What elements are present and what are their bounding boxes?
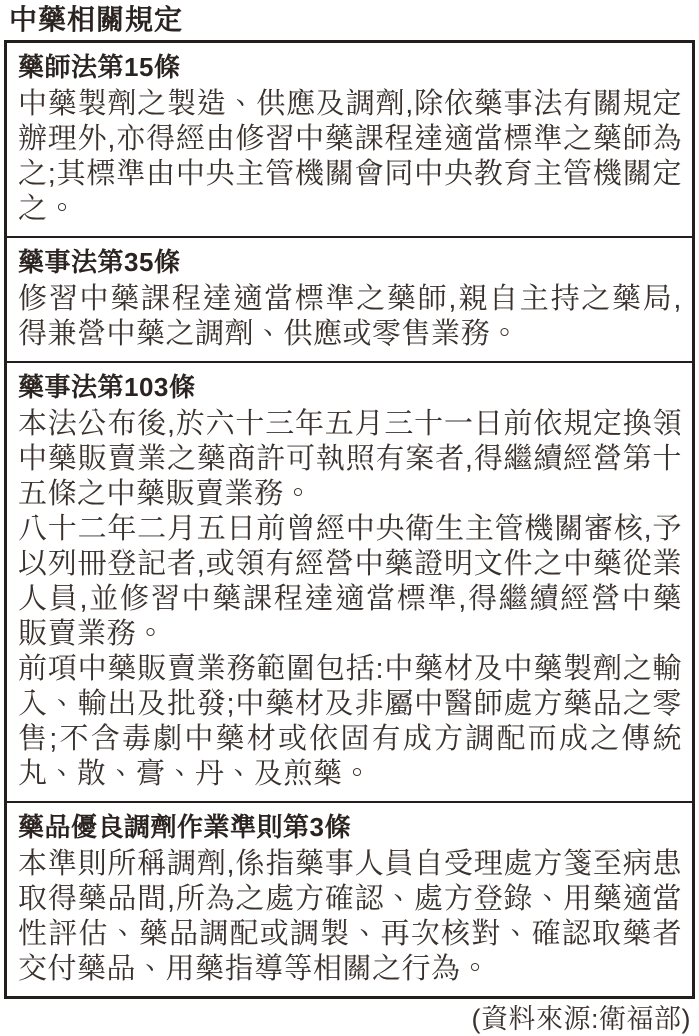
- section-pharmaceutical-affairs-act-35: [7, 236, 692, 361]
- section-paragraph: 八十二年二月五日前曾經中央衛生主管機關審核,予以列冊登記者,或領有經營中藥證明文件之中藥從業人員,並修習中藥課程達適當標準,得繼續經營中藥販賣業務。: [18, 513, 682, 650]
- section-heading: 藥事法第35條: [18, 247, 181, 277]
- section-heading: 藥品優良調劑作業準則第3條: [18, 812, 351, 842]
- section-heading: 藥事法第103條: [18, 372, 196, 402]
- section-paragraph: 前項中藥販賣業務範圍包括:中藥材及中藥製劑之輸入、輸出及批發;中藥材及非屬中醫師處方藥品之零售;不含毒劇中藥材或依固有成方調配而成之傳統丸、散、膏、丹、及煎藥。: [18, 653, 682, 790]
- section-pharmacist-act-15: [7, 43, 692, 236]
- section-paragraph: 中藥製劑之製造、供應及調劑,除依藥事法有關規定辦理外,亦得經由修習中藥課程達適當標準之藥師為之;其標準由中央主管機關會同中央教育主管機關定之。: [18, 88, 682, 225]
- page-title: 中藥相關規定: [9, 4, 184, 35]
- section-heading: 藥師法第15條: [18, 52, 181, 82]
- source-note: (資料來源:衛福部): [471, 1004, 691, 1034]
- section-paragraph: 修習中藥課程達適當標準之藥師,親自主持之藥局,得兼營中藥之調劑、供應或零售業務。: [18, 283, 682, 350]
- section-paragraph: 本準則所稱調劑,係指藥事人員自受理處方箋至病患取得藥品間,所為之處方確認、處方登錄、用藥適當性評估、藥品調配或調製、再次核對、確認取藥者交付藥品、用藥指導等相關之行為。: [18, 848, 682, 985]
- section-good-dispensing-practice-3: [7, 801, 692, 996]
- section-pharmaceutical-affairs-act-103: [7, 361, 692, 801]
- section-paragraph: 本法公布後,於六十三年五月三十一日前依規定換領中藥販賣業之藥商許可執照有案者,得繼續經營第十五條之中藥販賣業務。: [18, 408, 682, 510]
- regulations-table: [4, 40, 695, 999]
